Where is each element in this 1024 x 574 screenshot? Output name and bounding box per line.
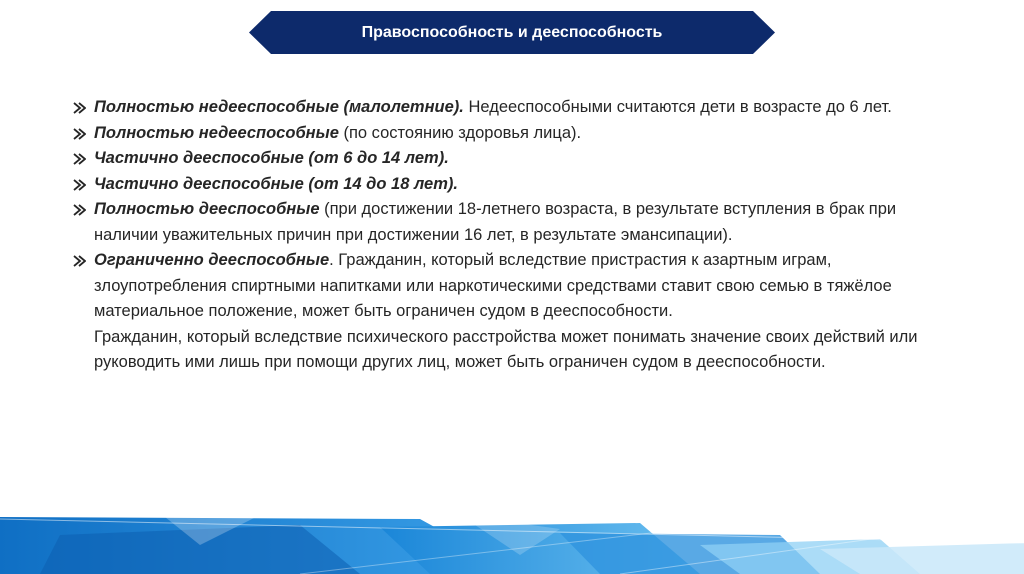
arrow-bullet-icon [73,197,87,222]
item-description: . Гражданин, который вследствие пристрастия к азартным играм, злоупотребления спиртными напитками или наркотическими средствами ставит свою семью в тяжёлое материальное положение, может быть ограничен судом в дееспособности. [94,251,892,320]
item-description: (по состоянию здоровья лица). [338,123,582,142]
item-term: Полностью недееспособные (малолетние). [94,98,464,116]
arrow-bullet-icon [73,95,87,120]
list-item [70,95,950,121]
list-item [70,121,950,147]
list-item [70,172,950,198]
content-area [70,95,950,376]
item-term: Частично дееспособные (от 6 до 14 лет). [94,149,449,167]
item-term: Полностью дееспособные [94,200,320,218]
item-description: (при достижении 18-летнего возраста, в результате вступления в брак при наличии уважительных причин при достижении 16 лет, в результате эмансипации). [94,200,897,244]
item-term: Ограниченно дееспособные [94,251,330,269]
arrow-bullet-icon [73,248,87,273]
continuation-paragraph: Гражданин, который вследствие психического расстройства может понимать значение своих действий или руководить ими лишь при помощи других лиц, может быть ограничен судом в дееспособности. [94,327,918,371]
list-item [70,146,950,172]
list-item [70,197,950,248]
arrow-bullet-icon [73,121,87,146]
arrow-bullet-icon [73,146,87,171]
footer-decoration [0,505,1024,574]
list-item [70,248,950,325]
item-term: Частично дееспособные (от 14 до 18 лет). [94,174,458,193]
item-term: Полностью недееспособные [94,123,339,142]
item-description: Недееспособными считаются дети в возрасте до 6 лет. [463,98,892,116]
bullet-list [70,95,950,325]
title-banner [249,11,775,54]
page-title: Правоспособность и дееспособность [361,24,663,41]
arrow-bullet-icon [73,172,87,197]
